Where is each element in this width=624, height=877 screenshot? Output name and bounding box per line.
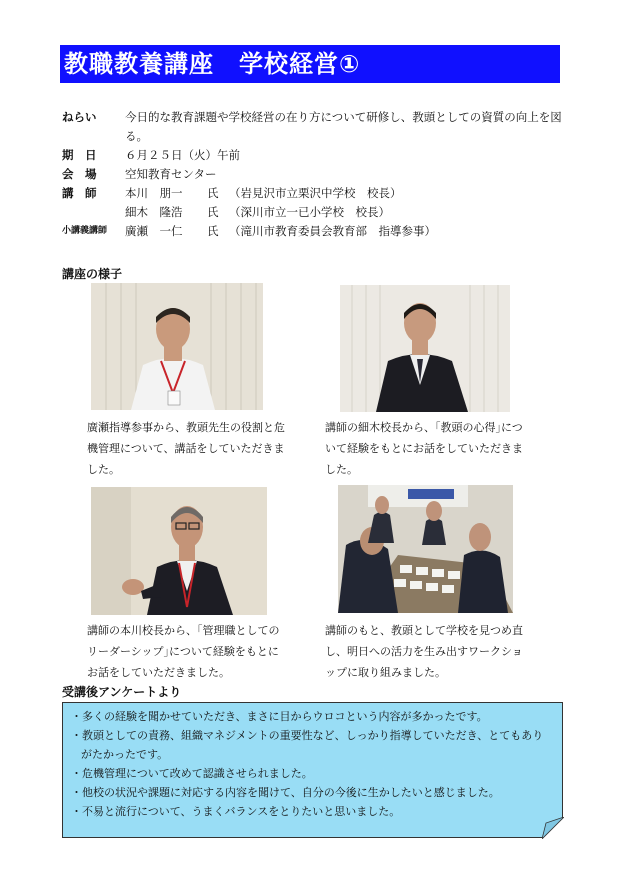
page-fold-icon — [542, 817, 564, 839]
photo-hirose — [91, 283, 263, 410]
section-heading-survey: 受講後アンケートより — [62, 685, 182, 699]
caption-photo-4: 講師のもと、教頭として学校を見つめ直し、明日への活力を生み出すワークショップに取り組みました。 — [325, 624, 523, 679]
lecturer-row — [62, 184, 567, 222]
venue-label: 会 場 — [62, 167, 97, 181]
sub-lecturer-label: 小講義講師 — [62, 226, 108, 236]
survey-list — [71, 707, 554, 821]
aim-row — [62, 108, 567, 146]
lecturer-2 — [125, 203, 567, 222]
survey-box — [62, 702, 563, 838]
lecturer-org: （岩見沢市立栗沢中学校 校長） — [229, 186, 402, 200]
date-row — [62, 146, 567, 165]
date-label: 期 日 — [62, 148, 97, 162]
sub-lecturer-org: （滝川市教育委員会教育部 指導参事） — [229, 224, 436, 238]
section-heading-scene: 講座の様子 — [62, 267, 123, 281]
venue-text: 空知教育センター — [125, 167, 217, 181]
caption-photo-3: 講師の本川校長から、｢管理職としてのリーダーシップ｣について経験をもとにお話をしていただきました。 — [87, 624, 280, 679]
info-block — [62, 108, 567, 241]
survey-item: ・多くの経験を聞かせていただき、まさに目からウロコという内容が多かったです。 — [71, 710, 488, 723]
sub-lecturer-name: 廣瀬 一仁 — [125, 224, 183, 238]
survey-item: ・不易と流行について、うまくバランスをとりたいと思いました。 — [71, 805, 401, 818]
photo-motokawa — [91, 487, 267, 615]
photo-hosoki — [340, 285, 510, 412]
date-text: ６月２５日（火）午前 — [125, 148, 240, 162]
aim-label: ねらい — [62, 110, 97, 124]
lecturer-honorific: 氏 — [207, 205, 219, 219]
survey-item: ・他校の状況や課題に対応する内容を聞けて、自分の今後に生かしたいと感じました。 — [71, 786, 500, 799]
sub-lecturer-honorific: 氏 — [207, 224, 219, 238]
caption-photo-2: 講師の細木校長から、｢教頭の心得｣について経験をもとにお話をしていただきました。 — [325, 421, 523, 476]
lecturer-name: 細木 隆浩 — [125, 205, 183, 219]
lecturer-name: 本川 朋一 — [125, 186, 183, 200]
survey-item: ・教頭としての責務、組織マネジメントの重要性など、しっかり指導していただき、とてもありがたかったです。 — [71, 729, 544, 761]
lecturer-honorific: 氏 — [207, 186, 219, 200]
survey-item: ・危機管理について改めて認識させられました。 — [71, 767, 313, 780]
lecturer-org: （深川市立一已小学校 校長） — [229, 205, 390, 219]
aim-text: 今日的な教育課題や学校経営の在り方について研修し、教頭としての資質の向上を図る。 — [125, 110, 562, 143]
page-title: 教職教養講座 学校経営① — [60, 45, 560, 83]
lecturer-label: 講 師 — [62, 186, 97, 200]
photo-workshop — [338, 485, 513, 613]
sub-lecturer-row — [62, 222, 567, 241]
lecturer-1 — [125, 184, 567, 203]
venue-row — [62, 165, 567, 184]
caption-photo-1: 廣瀬指導参事から、教頭先生の役割と危機管理について、講話をしていただきました。 — [87, 421, 285, 476]
